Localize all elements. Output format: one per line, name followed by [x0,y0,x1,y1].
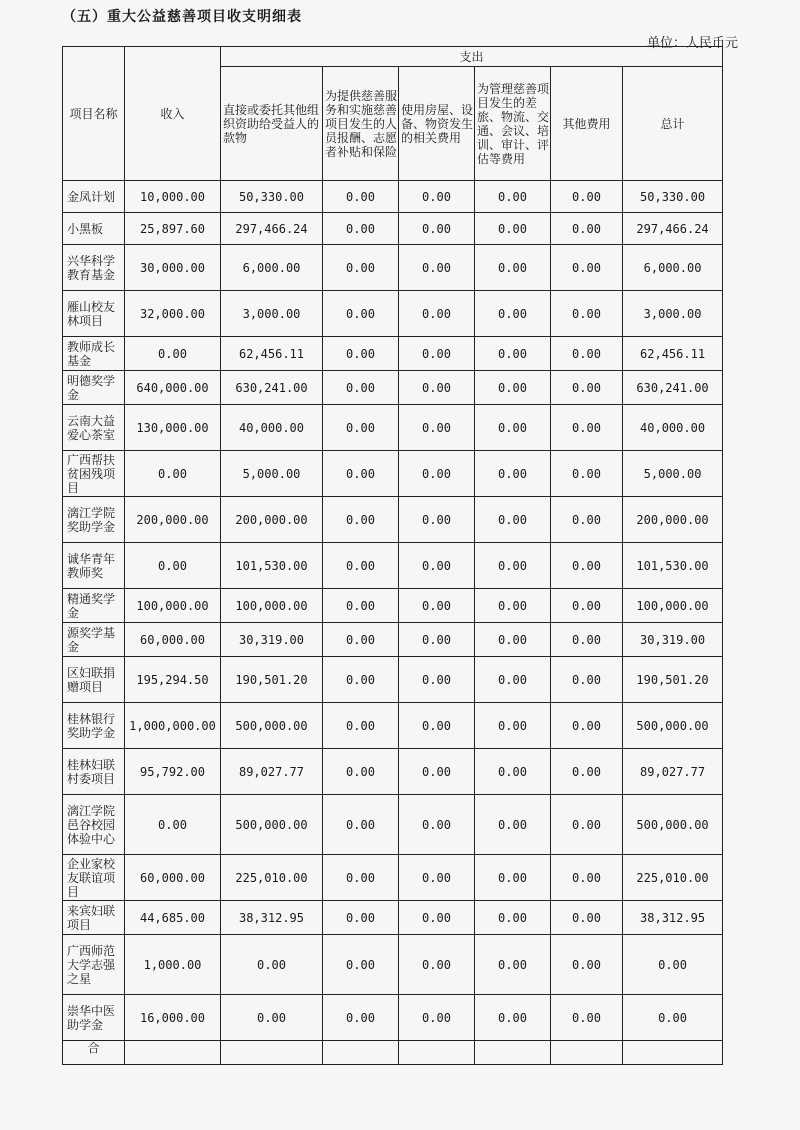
row-management-cost: 0.00 [475,405,551,451]
row-direct-aid: 297,466.24 [221,213,323,245]
table-row [63,181,723,213]
row-total: 62,456.11 [623,337,723,371]
row-income: 1,000,000.00 [125,703,221,749]
header-income: 收入 [125,47,221,181]
row-staff-cost: 0.00 [323,935,399,995]
table-row [63,623,723,657]
row-management-cost: 0.00 [475,497,551,543]
row-other-cost: 0.00 [551,795,623,855]
footer-cell [551,1041,623,1065]
row-direct-aid: 225,010.00 [221,855,323,901]
row-direct-aid: 101,530.00 [221,543,323,589]
row-management-cost: 0.00 [475,337,551,371]
row-property-cost: 0.00 [399,995,475,1041]
footer-cell [125,1041,221,1065]
row-total: 89,027.77 [623,749,723,795]
row-income: 130,000.00 [125,405,221,451]
row-income: 16,000.00 [125,995,221,1041]
row-other-cost: 0.00 [551,371,623,405]
row-total: 630,241.00 [623,371,723,405]
row-direct-aid: 62,456.11 [221,337,323,371]
row-property-cost: 0.00 [399,749,475,795]
row-direct-aid: 0.00 [221,935,323,995]
row-other-cost: 0.00 [551,245,623,291]
row-income: 60,000.00 [125,855,221,901]
header-direct-aid: 直接或委托其他组织资助给受益人的款物 [221,67,323,181]
row-property-cost: 0.00 [399,855,475,901]
row-project-name: 雁山校友林项目 [63,291,125,337]
table-row [63,657,723,703]
row-property-cost: 0.00 [399,451,475,497]
footer-cell [221,1041,323,1065]
row-property-cost: 0.00 [399,497,475,543]
row-other-cost: 0.00 [551,935,623,995]
row-other-cost: 0.00 [551,749,623,795]
row-project-name: 桂林妇联村委项目 [63,749,125,795]
row-management-cost: 0.00 [475,657,551,703]
row-income: 100,000.00 [125,589,221,623]
row-property-cost: 0.00 [399,213,475,245]
row-staff-cost: 0.00 [323,497,399,543]
row-direct-aid: 500,000.00 [221,795,323,855]
row-project-name: 诚华青年教师奖 [63,543,125,589]
row-income: 95,792.00 [125,749,221,795]
row-property-cost: 0.00 [399,371,475,405]
row-other-cost: 0.00 [551,291,623,337]
row-other-cost: 0.00 [551,497,623,543]
row-income: 10,000.00 [125,181,221,213]
row-project-name: 教师成长基金 [63,337,125,371]
row-total: 297,466.24 [623,213,723,245]
row-total: 50,330.00 [623,181,723,213]
row-staff-cost: 0.00 [323,291,399,337]
table-row [63,901,723,935]
table-row [63,589,723,623]
row-staff-cost: 0.00 [323,181,399,213]
row-total: 0.00 [623,995,723,1041]
row-total: 0.00 [623,935,723,995]
row-total: 40,000.00 [623,405,723,451]
header-property-cost: 使用房屋、设备、物资发生的相关费用 [399,67,475,181]
page-title: （五）重大公益慈善项目收支明细表 [62,9,302,25]
header-row-1 [63,47,723,67]
row-direct-aid: 190,501.20 [221,657,323,703]
table-row [63,497,723,543]
row-income: 32,000.00 [125,291,221,337]
row-management-cost: 0.00 [475,935,551,995]
row-management-cost: 0.00 [475,213,551,245]
row-staff-cost: 0.00 [323,749,399,795]
table-row [63,451,723,497]
row-income: 200,000.00 [125,497,221,543]
row-direct-aid: 6,000.00 [221,245,323,291]
table-row [63,703,723,749]
row-property-cost: 0.00 [399,589,475,623]
row-income: 0.00 [125,795,221,855]
row-project-name: 来宾妇联项目 [63,901,125,935]
header-other-cost: 其他费用 [551,67,623,181]
row-total: 5,000.00 [623,451,723,497]
header-project-name: 项目名称 [63,47,125,181]
row-project-name: 漓江学院邑谷校园体验中心 [63,795,125,855]
row-staff-cost: 0.00 [323,901,399,935]
row-direct-aid: 200,000.00 [221,497,323,543]
row-project-name: 源奖学基金 [63,623,125,657]
row-direct-aid: 5,000.00 [221,451,323,497]
row-management-cost: 0.00 [475,623,551,657]
row-direct-aid: 0.00 [221,995,323,1041]
row-management-cost: 0.00 [475,451,551,497]
row-total: 3,000.00 [623,291,723,337]
row-other-cost: 0.00 [551,623,623,657]
row-management-cost: 0.00 [475,291,551,337]
row-staff-cost: 0.00 [323,213,399,245]
row-other-cost: 0.00 [551,855,623,901]
header-management-cost: 为管理慈善项目发生的差旅、物流、交通、会议、培训、审计、评估等费用 [475,67,551,181]
row-total: 101,530.00 [623,543,723,589]
row-income: 30,000.00 [125,245,221,291]
row-staff-cost: 0.00 [323,245,399,291]
row-income: 0.00 [125,543,221,589]
table-row [63,855,723,901]
row-other-cost: 0.00 [551,703,623,749]
row-project-name: 漓江学院奖助学金 [63,497,125,543]
row-other-cost: 0.00 [551,213,623,245]
row-management-cost: 0.00 [475,589,551,623]
row-project-name: 企业家校友联谊项目 [63,855,125,901]
footer-row [63,1041,723,1065]
row-management-cost: 0.00 [475,181,551,213]
row-total: 38,312.95 [623,901,723,935]
table-row [63,245,723,291]
row-income: 60,000.00 [125,623,221,657]
row-staff-cost: 0.00 [323,337,399,371]
row-direct-aid: 500,000.00 [221,703,323,749]
row-project-name: 云南大益爱心茶室 [63,405,125,451]
row-property-cost: 0.00 [399,657,475,703]
row-staff-cost: 0.00 [323,657,399,703]
row-other-cost: 0.00 [551,337,623,371]
income-expense-table [62,46,723,1065]
table-row [63,213,723,245]
row-other-cost: 0.00 [551,451,623,497]
row-other-cost: 0.00 [551,405,623,451]
row-management-cost: 0.00 [475,795,551,855]
row-property-cost: 0.00 [399,795,475,855]
row-staff-cost: 0.00 [323,703,399,749]
table-row [63,749,723,795]
row-total: 6,000.00 [623,245,723,291]
row-management-cost: 0.00 [475,245,551,291]
row-total: 500,000.00 [623,795,723,855]
table-row [63,337,723,371]
table-row [63,543,723,589]
row-property-cost: 0.00 [399,703,475,749]
footer-cell [323,1041,399,1065]
row-total: 30,319.00 [623,623,723,657]
row-project-name: 崇华中医助学金 [63,995,125,1041]
row-total: 500,000.00 [623,703,723,749]
row-other-cost: 0.00 [551,589,623,623]
row-project-name: 小黑板 [63,213,125,245]
row-income: 640,000.00 [125,371,221,405]
row-income: 1,000.00 [125,935,221,995]
footer-cell [623,1041,723,1065]
row-property-cost: 0.00 [399,543,475,589]
row-management-cost: 0.00 [475,995,551,1041]
row-project-name: 广西帮扶贫困残项目 [63,451,125,497]
row-direct-aid: 30,319.00 [221,623,323,657]
row-income: 25,897.60 [125,213,221,245]
header-expense-group: 支出 [221,47,723,67]
table-row [63,405,723,451]
row-project-name: 明德奖学金 [63,371,125,405]
table-row [63,995,723,1041]
row-property-cost: 0.00 [399,901,475,935]
row-management-cost: 0.00 [475,703,551,749]
row-property-cost: 0.00 [399,337,475,371]
row-property-cost: 0.00 [399,405,475,451]
row-total: 200,000.00 [623,497,723,543]
row-other-cost: 0.00 [551,995,623,1041]
row-direct-aid: 38,312.95 [221,901,323,935]
row-direct-aid: 3,000.00 [221,291,323,337]
row-staff-cost: 0.00 [323,451,399,497]
row-staff-cost: 0.00 [323,623,399,657]
row-total: 100,000.00 [623,589,723,623]
currency-unit-label: 单位：人民币元 [646,36,738,51]
row-staff-cost: 0.00 [323,995,399,1041]
row-management-cost: 0.00 [475,855,551,901]
row-management-cost: 0.00 [475,371,551,405]
row-property-cost: 0.00 [399,181,475,213]
row-income: 0.00 [125,337,221,371]
row-project-name: 金凤计划 [63,181,125,213]
row-other-cost: 0.00 [551,657,623,703]
row-staff-cost: 0.00 [323,589,399,623]
row-project-name: 兴华科学教育基金 [63,245,125,291]
row-income: 0.00 [125,451,221,497]
row-income: 195,294.50 [125,657,221,703]
footer-cell [475,1041,551,1065]
row-staff-cost: 0.00 [323,543,399,589]
header-total: 总计 [623,67,723,181]
row-project-name: 广西师范大学志强之星 [63,935,125,995]
row-other-cost: 0.00 [551,181,623,213]
row-staff-cost: 0.00 [323,405,399,451]
row-property-cost: 0.00 [399,245,475,291]
table-row [63,935,723,995]
row-direct-aid: 630,241.00 [221,371,323,405]
row-staff-cost: 0.00 [323,371,399,405]
row-total: 225,010.00 [623,855,723,901]
footer-cell [399,1041,475,1065]
row-property-cost: 0.00 [399,291,475,337]
table-row [63,291,723,337]
table-row [63,371,723,405]
row-total: 190,501.20 [623,657,723,703]
row-project-name: 桂林银行奖助学金 [63,703,125,749]
row-project-name: 区妇联捐赠项目 [63,657,125,703]
row-property-cost: 0.00 [399,935,475,995]
row-staff-cost: 0.00 [323,855,399,901]
row-direct-aid: 89,027.77 [221,749,323,795]
row-management-cost: 0.00 [475,749,551,795]
row-management-cost: 0.00 [475,901,551,935]
row-project-name: 精通奖学金 [63,589,125,623]
table-row [63,795,723,855]
row-direct-aid: 100,000.00 [221,589,323,623]
row-direct-aid: 40,000.00 [221,405,323,451]
row-property-cost: 0.00 [399,623,475,657]
row-income: 44,685.00 [125,901,221,935]
row-other-cost: 0.00 [551,901,623,935]
row-other-cost: 0.00 [551,543,623,589]
row-direct-aid: 50,330.00 [221,181,323,213]
row-staff-cost: 0.00 [323,795,399,855]
row-management-cost: 0.00 [475,543,551,589]
footer-total-label: 合 [63,1041,125,1065]
header-staff-cost: 为提供慈善服务和实施慈善项目发生的人员报酬、志愿者补贴和保险 [323,67,399,181]
